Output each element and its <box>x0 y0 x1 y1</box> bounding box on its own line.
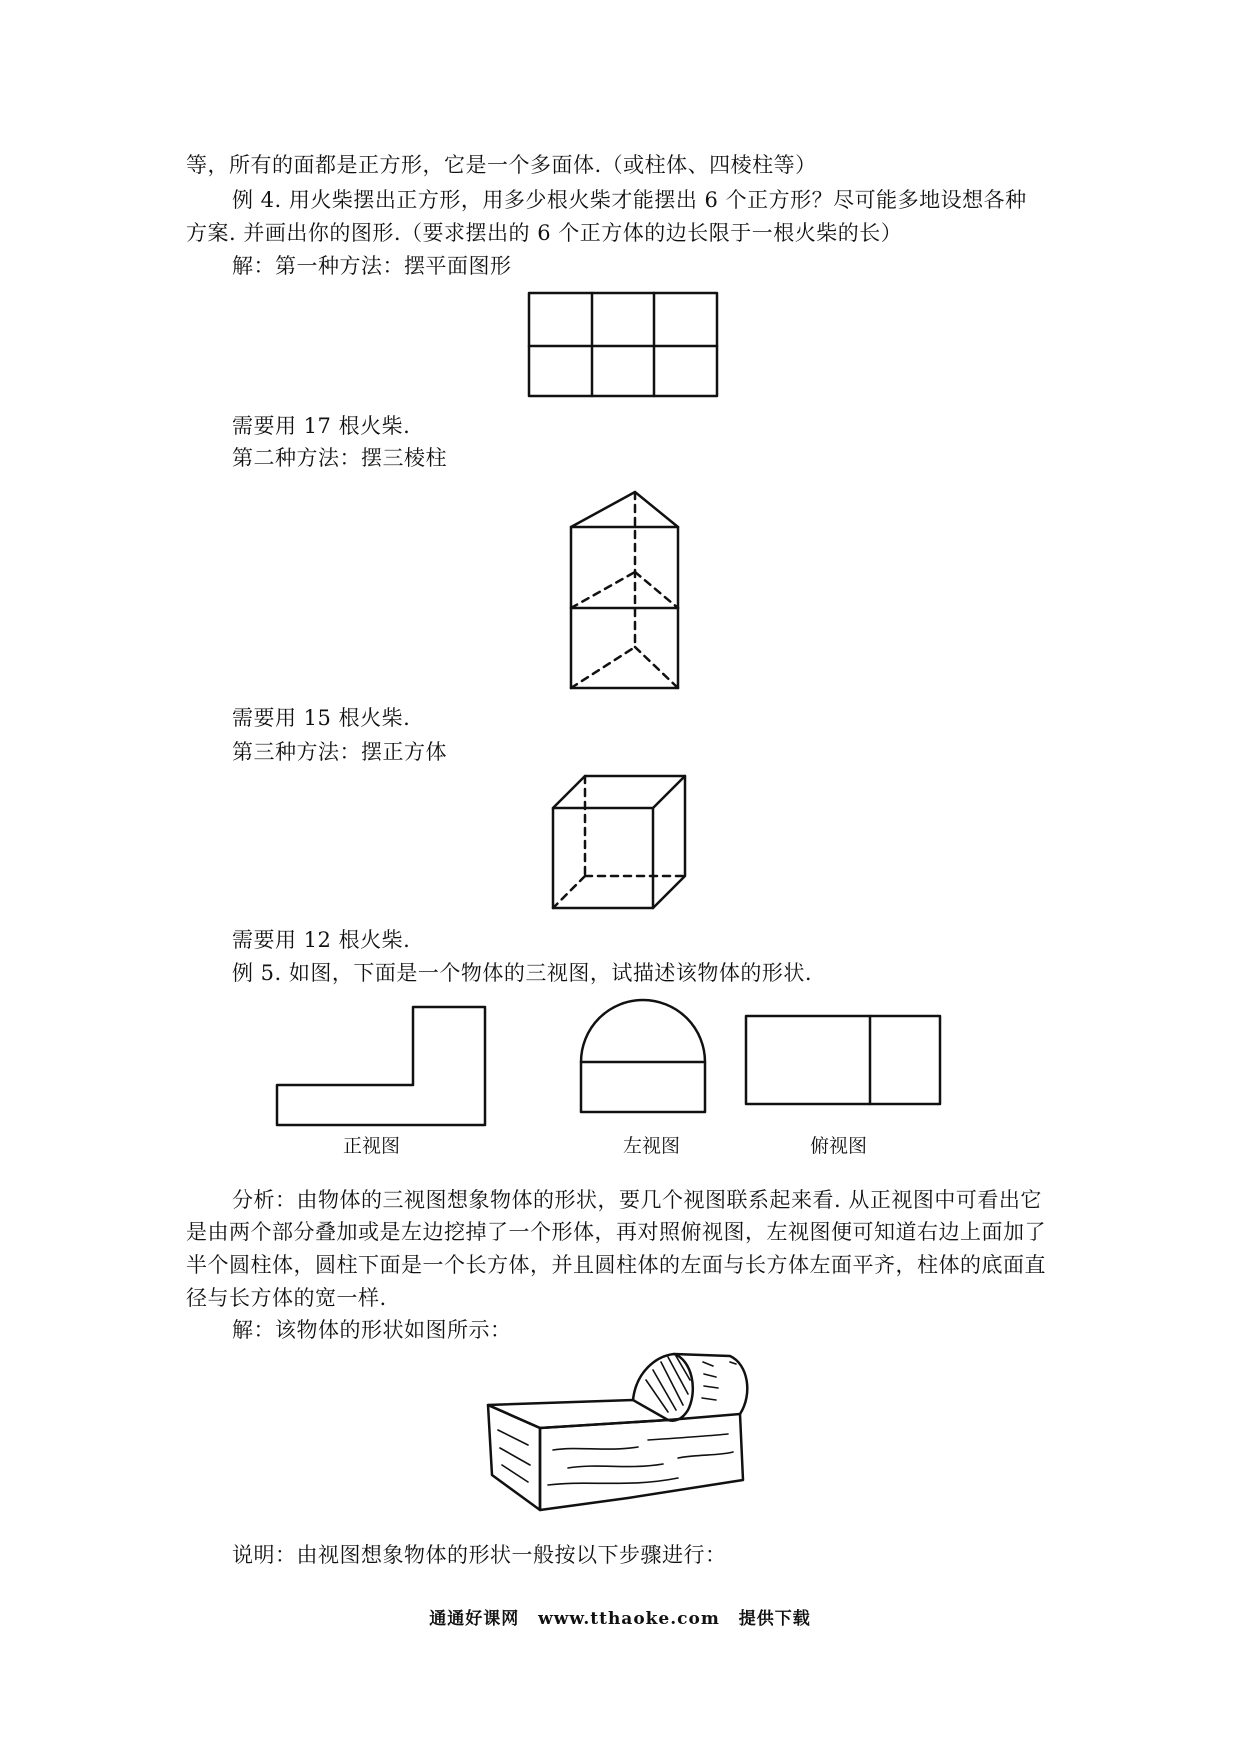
figure-grid-squares <box>520 286 725 401</box>
caption-left-view: 左视图 <box>623 1135 681 1157</box>
footer-site-name: 通通好课网 <box>429 1609 520 1629</box>
example-5-heading: 例 5. 如图，下面是一个物体的三视图，试描述该物体的形状. <box>232 961 813 985</box>
analysis-line-3: 半个圆柱体，圆柱下面是一个长方体，并且圆柱体的左面与长方体左面平齐，柱体的底面直 <box>186 1253 1046 1277</box>
analysis-line-1: 分析：由物体的三视图想象物体的形状，要几个视图联系起来看. 从正视图中可看出它 <box>232 1188 1042 1212</box>
example-4-heading: 例 4. 用火柴摆出正方形，用多少根火柴才能摆出 6 个正方形？尽可能多地设想各种 <box>232 188 1027 212</box>
caption-top-view: 俯视图 <box>810 1135 868 1157</box>
matches-15: 需要用 15 根火柴. <box>232 706 411 730</box>
figure-front-view <box>270 1000 495 1135</box>
figure-object-sketch <box>478 1350 763 1520</box>
text-line-3: 方案. 并画出你的图形.（要求摆出的 6 个正方体的边长限于一根火柴的长） <box>186 221 903 245</box>
footer-suffix: 提供下载 <box>738 1609 811 1629</box>
figure-triangular-prism <box>560 485 690 700</box>
analysis-line-2: 是由两个部分叠加或是左边挖掉了一个形体，再对照俯视图，左视图便可知道右边上面加了 <box>186 1220 1046 1244</box>
analysis-line-4: 径与长方体的宽一样. <box>186 1286 387 1310</box>
figure-cube <box>548 772 703 917</box>
solution-method-2: 第二种方法：摆三棱柱 <box>232 446 447 470</box>
explanation-line: 说明：由视图想象物体的形状一般按以下步骤进行： <box>232 1543 727 1567</box>
caption-front-view: 正视图 <box>343 1135 401 1157</box>
page-footer <box>0 1604 1240 1629</box>
solution-method-3: 第三种方法：摆正方体 <box>232 740 447 764</box>
text-line-1: 等，所有的面都是正方形，它是一个多面体.（或柱体、四棱柱等） <box>186 153 817 177</box>
solution-shape: 解：该物体的形状如图所示： <box>232 1318 512 1342</box>
figure-top-view <box>742 1012 947 1117</box>
matches-12: 需要用 12 根火柴. <box>232 928 411 952</box>
footer-url[interactable]: www.tthaoke.com <box>538 1609 720 1629</box>
matches-17: 需要用 17 根火柴. <box>232 414 411 438</box>
figure-left-view <box>575 1000 715 1135</box>
solution-method-1: 解：第一种方法：摆平面图形 <box>232 254 512 278</box>
